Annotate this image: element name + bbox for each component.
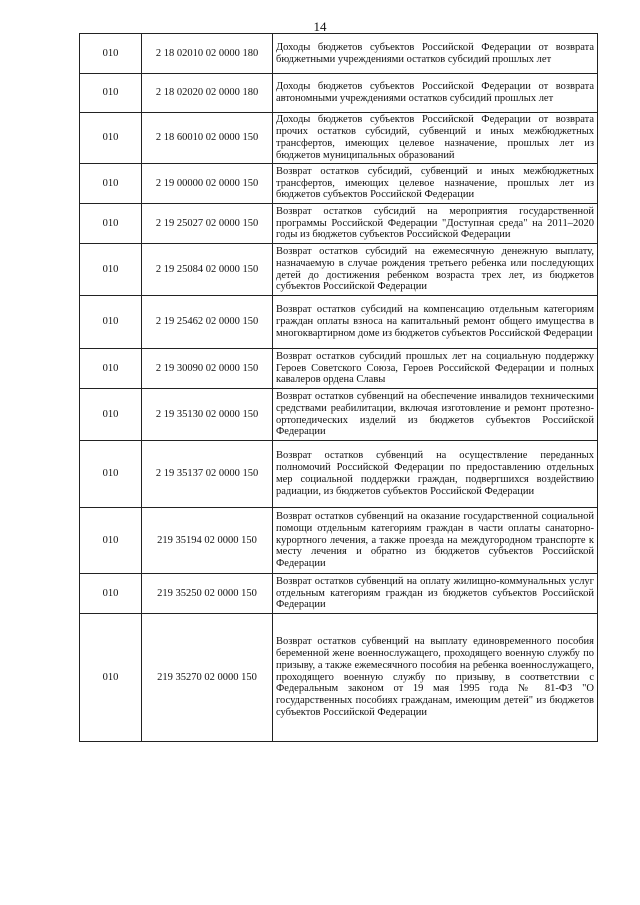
- budget-code-cell: 2 19 25027 02 0000 150: [142, 204, 273, 244]
- income-name-cell: Доходы бюджетов субъектов Российской Федерации от возврата бюджетными учреждениями остатков субсидий прошлых лет: [273, 34, 598, 74]
- admin-code-cell: 010: [80, 74, 142, 113]
- table-row: [80, 164, 598, 204]
- income-name-cell: Возврат остатков субсидий на ежемесячную денежную выплату, назначаемую в случае рождения третьего ребенка или последующих детей до достижения ребенком возраста трех лет, из бюджетов субъектов Российской Федерации: [273, 244, 598, 296]
- table-row: [80, 508, 598, 574]
- budget-code-cell: 2 19 35130 02 0000 150: [142, 389, 273, 441]
- table-row: [80, 34, 598, 74]
- admin-code-cell: 010: [80, 574, 142, 614]
- income-name-cell: Доходы бюджетов субъектов Российской Федерации от возврата автономными учреждениями остатков субсидий прошлых лет: [273, 74, 598, 113]
- admin-code-cell: 010: [80, 296, 142, 349]
- table-row: [80, 614, 598, 742]
- admin-code-cell: 010: [80, 389, 142, 441]
- table-row: [80, 244, 598, 296]
- income-name-cell: Возврат остатков субвенций на выплату единовременного пособия беременной жене военнослужащего, проходящего военную службу по призыву, а также ежемесячного пособия на ребенка военнослужащего, проходящего военную службу по призыву, в соответствии с Федеральным законом от 19 мая 1995 года № 81-ФЗ "О государственных пособиях гражданам, имеющим детей" из бюджетов субъектов Российской Федерации: [273, 614, 598, 742]
- income-name-cell: Возврат остатков субсидий на компенсацию отдельным категориям граждан оплаты взноса на капитальный ремонт общего имущества в многоквартирном доме из бюджетов субъектов Российской Федерации: [273, 296, 598, 349]
- budget-code-cell: 2 19 25462 02 0000 150: [142, 296, 273, 349]
- budget-code-cell: 2 18 02020 02 0000 180: [142, 74, 273, 113]
- budget-code-cell: 2 18 60010 02 0000 150: [142, 113, 273, 164]
- income-name-cell: Возврат остатков субсидий, субвенций и иных межбюджетных трансфертов, имеющих целевое назначение, прошлых лет из бюджетов субъектов Российской Федерации: [273, 164, 598, 204]
- table-row: [80, 389, 598, 441]
- table-row: [80, 74, 598, 113]
- budget-code-cell: 219 35250 02 0000 150: [142, 574, 273, 614]
- budget-classification-table: [79, 33, 598, 742]
- admin-code-cell: 010: [80, 204, 142, 244]
- budget-code-cell: 219 35194 02 0000 150: [142, 508, 273, 574]
- page-number: 14: [313, 19, 327, 34]
- budget-code-cell: 219 35270 02 0000 150: [142, 614, 273, 742]
- table-row: [80, 349, 598, 389]
- table-row: [80, 296, 598, 349]
- budget-code-cell: 2 18 02010 02 0000 180: [142, 34, 273, 74]
- admin-code-cell: 010: [80, 614, 142, 742]
- income-name-cell: Возврат остатков субсидий прошлых лет на социальную поддержку Героев Советского Союза, Героев Российской Федерации и полных кавалеров ордена Славы: [273, 349, 598, 389]
- income-name-cell: Возврат остатков субвенций на обеспечение инвалидов техническими средствами реабилитации, включая изготовление и ремонт протезно-ортопедических изделий из бюджетов субъектов Российской Федерации: [273, 389, 598, 441]
- admin-code-cell: 010: [80, 34, 142, 74]
- budget-code-cell: 2 19 35137 02 0000 150: [142, 441, 273, 508]
- income-name-cell: Возврат остатков субвенций на оплату жилищно-коммунальных услуг отдельным категориям граждан из бюджетов субъектов Российской Федерации: [273, 574, 598, 614]
- admin-code-cell: 010: [80, 164, 142, 204]
- income-name-cell: Доходы бюджетов субъектов Российской Федерации от возврата прочих остатков субсидий, субвенций и иных межбюджетных трансфертов, имеющих целевое назначение, прошлых лет из бюджетов муниципальных образований: [273, 113, 598, 164]
- budget-code-cell: 2 19 00000 02 0000 150: [142, 164, 273, 204]
- admin-code-cell: 010: [80, 113, 142, 164]
- table-body: [80, 34, 598, 742]
- admin-code-cell: 010: [80, 244, 142, 296]
- admin-code-cell: 010: [80, 349, 142, 389]
- admin-code-cell: 010: [80, 441, 142, 508]
- table-row: [80, 574, 598, 614]
- income-name-cell: Возврат остатков субсидий на мероприятия государственной программы Российской Федерации "Доступная среда" на 2011–2020 годы из бюджетов субъектов Российской Федерации: [273, 204, 598, 244]
- income-name-cell: Возврат остатков субвенций на осуществление переданных полномочий Российской Федерации по предоставлению отдельных мер социальной поддержки граждан, подвергшихся воздействию радиации, из бюджетов субъектов Российской Федерации: [273, 441, 598, 508]
- table-row: [80, 113, 598, 164]
- budget-code-cell: 2 19 25084 02 0000 150: [142, 244, 273, 296]
- table-row: [80, 204, 598, 244]
- income-name-cell: Возврат остатков субвенций на оказание государственной социальной помощи отдельным категориям граждан в части оплаты санаторно-курортного лечения, а также проезда на междугородном транспорте к месту лечения и обратно из бюджетов субъектов Российской Федерации: [273, 508, 598, 574]
- budget-code-cell: 2 19 30090 02 0000 150: [142, 349, 273, 389]
- admin-code-cell: 010: [80, 508, 142, 574]
- table-row: [80, 441, 598, 508]
